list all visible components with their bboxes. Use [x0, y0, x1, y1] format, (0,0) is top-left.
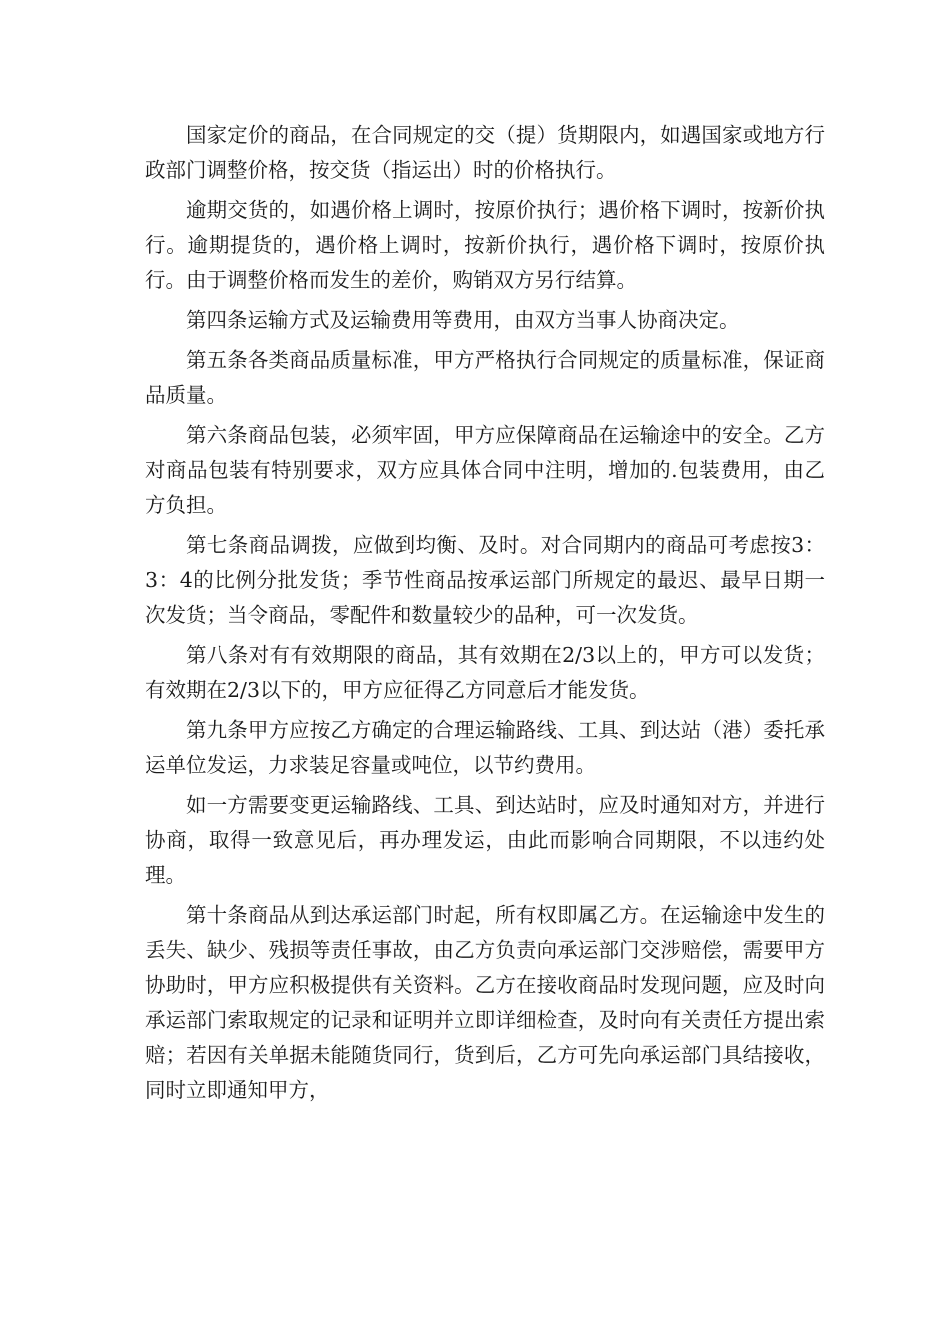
paragraph-article-8: 第八条对有有效期限的商品，其有效期在2/3以上的，甲方可以发货；有效期在2/3以下的，甲方应征得乙方同意后才能发货。: [145, 643, 825, 702]
paragraph-route-change: 如一方需要变更运输路线、工具、到达站时，应及时通知对方，并进行协商，取得一致意见后，再办理发运，由此而影响合同期限，不以违约处理。: [145, 793, 825, 887]
paragraph-article-5: 第五条各类商品质量标准，甲方严格执行合同规定的质量标准，保证商品质量。: [145, 348, 825, 407]
paragraph-article-10: 第十条商品从到达承运部门时起，所有权即属乙方。在运输途中发生的丢失、缺少、残损等责任事故，由乙方负责向承运部门交涉赔偿，需要甲方协助时，甲方应积极提供有关资料。乙方在接收商品时发现问题，应及时向承运部门索取规定的记录和证明并立即详细检查，及时向有关责任方提出索赔；若因有关单据未能随货同行，货到后，乙方可先向承运部门具结接收，同时立即通知甲方，: [145, 903, 825, 1102]
paragraph-article-6: 第六条商品包装，必须牢固，甲方应保障商品在运输途中的安全。乙方对商品包装有特别要求，双方应具体合同中注明，增加的.包装费用，由乙方负担。: [145, 423, 825, 517]
paragraph-price-adjustment: 国家定价的商品，在合同规定的交（提）货期限内，如遇国家或地方行政部门调整价格，按交货（指运出）时的价格执行。: [145, 123, 825, 182]
paragraph-article-9: 第九条甲方应按乙方确定的合理运输路线、工具、到达站（港）委托承运单位发运，力求装足容量或吨位，以节约费用。: [145, 718, 825, 777]
paragraph-article-4: 第四条运输方式及运输费用等费用，由双方当事人协商决定。: [186, 308, 740, 332]
paragraph-article-7: 第七条商品调拨，应做到均衡、及时。对合同期内的商品可考虑按3：3：4的比例分批发货；季节性商品按承运部门所规定的最迟、最早日期一次发货；当令商品，零配件和数量较少的品种，可一次发货。: [145, 533, 825, 627]
document-body: [145, 118, 825, 1113]
paragraph-overdue-delivery: 逾期交货的，如遇价格上调时，按原价执行；遇价格下调时，按新价执行。逾期提货的，遇价格上调时，按新价执行，遇价格下调时，按原价执行。由于调整价格而发生的差价，购销双方另行结算。: [145, 198, 825, 292]
